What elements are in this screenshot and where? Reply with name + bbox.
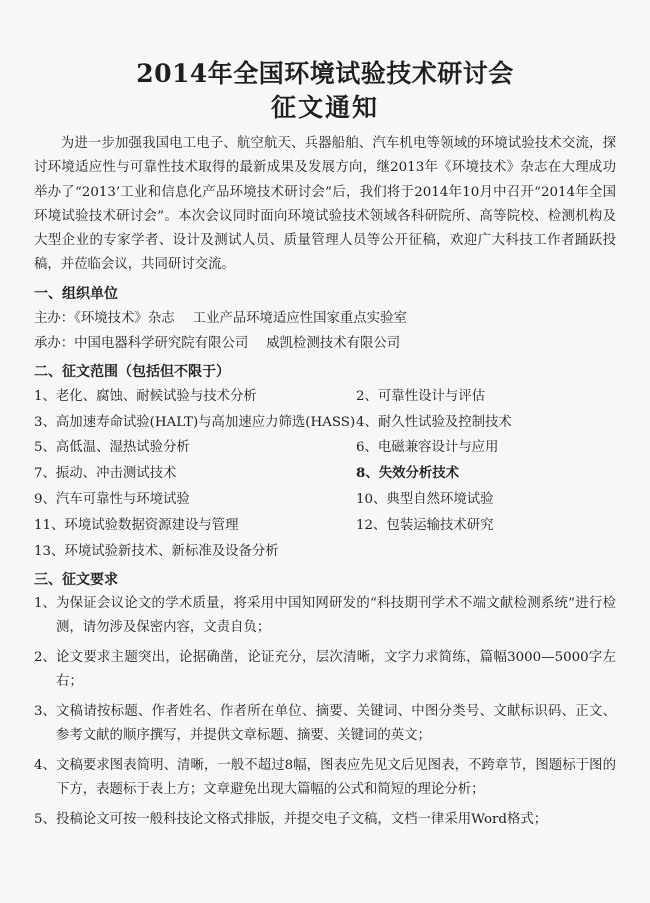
section-organizers-heading: 一、组织单位 xyxy=(34,285,118,302)
scope-item: 5、高低温、湿热试验分析 xyxy=(34,440,190,456)
requirement-text: 文稿要求图表简明、清晰，一般不超过8幅，图表应先见文后见图表，不跨章节，图题标于图的下方，表题标于表上方；文章避免出现大篇幅的公式和简短的理论分析； xyxy=(56,758,616,797)
scope-item: 2、可靠性设计与评估 xyxy=(356,388,486,404)
scope-item: 9、汽车可靠性与环境试验 xyxy=(34,491,190,507)
scope-item: 11、环境试验数据资源建设与管理 xyxy=(34,517,239,533)
scope-item: 10、典型自然环境试验 xyxy=(356,491,494,507)
requirement-text: 投稿论文可按一般科技论文格式排版，并提交电子文稿，文档一律采用Word格式； xyxy=(56,812,548,828)
requirement-number: 5、 xyxy=(34,812,56,828)
requirement-item xyxy=(34,592,616,639)
host-line xyxy=(34,307,616,331)
co-organizer-line xyxy=(34,332,616,356)
requirement-text: 为保证会议论文的学术质量，将采用中国知网研发的“科技期刊学术不端文献检测系统”进行检测，请勿涉及保密内容，文责自负； xyxy=(56,596,616,635)
scope-list xyxy=(34,384,616,565)
scope-item: 3、高加速寿命试验(HALT)与高加速应力筛选(HASS) xyxy=(34,414,356,430)
co-organizer-org2: 威凯检测技术有限公司 xyxy=(266,335,401,351)
scope-item: 7、振动、冲击测试技术 xyxy=(34,466,177,482)
requirement-item xyxy=(34,700,616,747)
requirement-number: 3、 xyxy=(34,704,56,720)
requirement-number: 1、 xyxy=(34,596,56,612)
section-scope-heading: 二、征文范围（包括但不限于） xyxy=(34,363,230,380)
scope-item: 8、失效分析技术 xyxy=(356,465,460,482)
scope-item: 1、老化、腐蚀、耐候试验与技术分析 xyxy=(34,388,257,404)
requirement-item xyxy=(34,754,616,801)
scope-item: 4、耐久性试验及控制技术 xyxy=(356,414,512,430)
scope-item: 12、包装运输技术研究 xyxy=(356,517,494,533)
section-requirements-heading: 三、征文要求 xyxy=(34,572,118,589)
scope-item: 6、电磁兼容设计与应用 xyxy=(356,440,499,456)
scope-item: 13、环境试验新技术、新标准及设备分析 xyxy=(34,543,279,559)
host-org-journal: 《环境技术》杂志 xyxy=(74,310,175,326)
host-org-lab: 工业产品环境适应性国家重点实验室 xyxy=(192,310,407,326)
intro-paragraph: 为进一步加强我国电工电子、航空航天、兵器船舶、汽车机电等领域的环境试验技术交流，探讨环境适应性与可靠性技术取得的最新成果及发展方向，继2013年《环境技术》杂志在大理成功举办了“2013’工业和信息化产品环境技术研讨会”后，我们将于2014年10月中召开“2014年全国环境试验技术研讨会”。本次会议同时面向环境试验技术领域各科研院所、高等院校、检测机构及大型企业的专家学者、设计及测试人员、质量管理人员等公开征稿，欢迎广大科技工作者踊跃投稿，并莅临会议，共同研讨交流。 xyxy=(34,136,616,273)
document-title: 2014年全国环境试验技术研讨会 xyxy=(136,59,514,88)
requirement-number: 4、 xyxy=(34,758,56,774)
requirement-item xyxy=(34,646,616,693)
requirement-item xyxy=(34,808,616,832)
requirement-text: 论文要求主题突出，论据确凿，论证充分，层次清晰，文字力求简练，篇幅3000—5000字左右； xyxy=(56,650,616,689)
requirement-number: 2、 xyxy=(34,650,56,666)
scope-item-empty xyxy=(356,539,616,565)
host-label: 主办： xyxy=(34,310,75,326)
requirement-text: 文稿请按标题、作者姓名、作者所在单位、摘要、关键词、中图分类号、文献标识码、正文、参考文献的顺序撰写，并提供文章标题、摘要、关键词的英文； xyxy=(56,704,616,743)
co-organizer-org1: 中国电器科学研究院有限公司 xyxy=(74,335,249,351)
co-organizer-label: 承办： xyxy=(34,335,75,351)
requirements-list xyxy=(34,592,616,832)
document-subtitle: 征文通知 xyxy=(270,93,379,122)
